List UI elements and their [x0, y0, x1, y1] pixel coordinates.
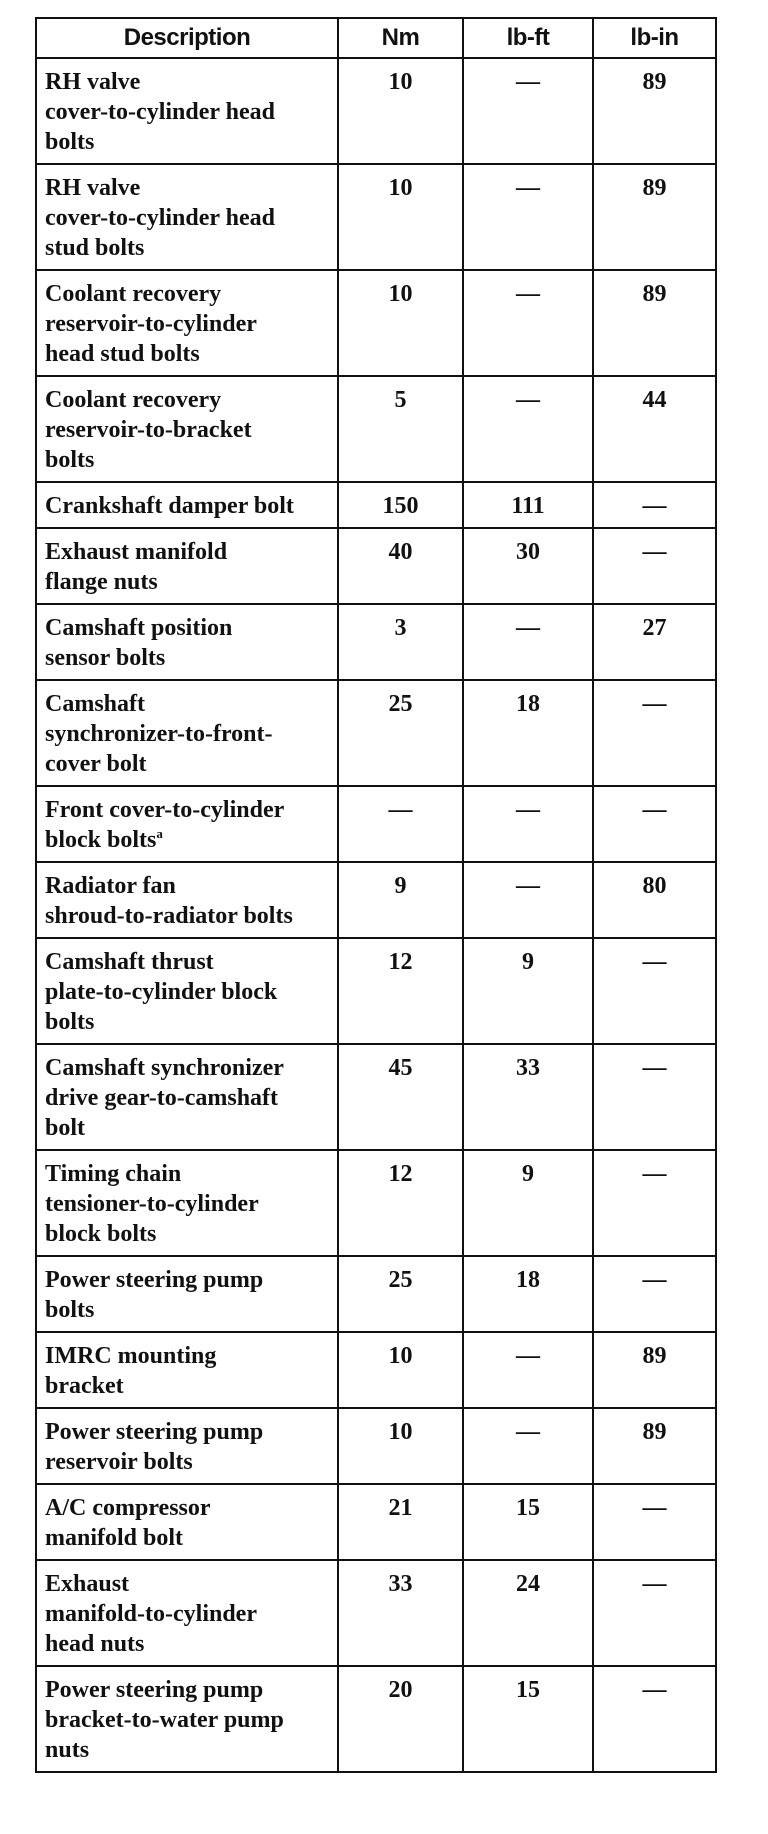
description-line: [45, 67, 329, 97]
table-row: [36, 1666, 716, 1772]
description-text: stud bolts: [45, 235, 145, 261]
description-line: [45, 1189, 329, 1219]
description-text: cover-to-cylinder head: [45, 205, 275, 231]
value-lbin: —: [593, 482, 716, 528]
value-lbft: 30: [463, 528, 593, 604]
description-line: [45, 1219, 329, 1249]
description-line: [45, 339, 329, 369]
description-text: shroud-to-radiator bolts: [45, 903, 293, 929]
value-lbft: 15: [463, 1484, 593, 1560]
torque-spec-table: [35, 17, 717, 1773]
description-line: [45, 1447, 329, 1477]
description-line: [45, 1629, 329, 1659]
description-text: cover bolt: [45, 751, 147, 777]
description-line: [45, 1523, 329, 1553]
row-description: [36, 528, 338, 604]
value-lbin: 27: [593, 604, 716, 680]
table-row: [36, 604, 716, 680]
description-line: [45, 537, 329, 567]
value-lbft: 15: [463, 1666, 593, 1772]
description-text: bolts: [45, 129, 95, 155]
value-lbft: 33: [463, 1044, 593, 1150]
row-description: [36, 1044, 338, 1150]
value-lbin: —: [593, 786, 716, 862]
description-line: [45, 643, 329, 673]
description-text: bolts: [45, 1009, 95, 1035]
description-line: [45, 1599, 329, 1629]
description-text: head stud bolts: [45, 341, 200, 367]
description-text: A/C compressor: [45, 1495, 211, 1521]
value-nm: 45: [338, 1044, 463, 1150]
description-line: [45, 719, 329, 749]
table-row: [36, 1332, 716, 1408]
row-description: [36, 58, 338, 164]
description-text: cover-to-cylinder head: [45, 99, 275, 125]
value-lbin: 89: [593, 270, 716, 376]
description-text: RH valve: [45, 69, 141, 95]
description-text: RH valve: [45, 175, 141, 201]
value-lbin: 89: [593, 1408, 716, 1484]
description-text: bolts: [45, 447, 95, 473]
table-row: [36, 482, 716, 528]
header-description: Description: [36, 18, 338, 58]
row-description: [36, 1484, 338, 1560]
description-line: [45, 1371, 329, 1401]
value-lbin: 89: [593, 1332, 716, 1408]
value-nm: 12: [338, 1150, 463, 1256]
value-lbin: 80: [593, 862, 716, 938]
description-text: Timing chain: [45, 1161, 182, 1187]
value-lbin: —: [593, 1150, 716, 1256]
row-description: [36, 604, 338, 680]
row-description: [36, 1332, 338, 1408]
description-text: Power steering pump: [45, 1419, 264, 1445]
description-line: [45, 415, 329, 445]
row-description: [36, 482, 338, 528]
description-text: bracket-to-water pump: [45, 1707, 284, 1733]
description-line: [45, 1083, 329, 1113]
description-text: reservoir bolts: [45, 1449, 193, 1475]
description-line: [45, 901, 329, 931]
value-lbft: —: [463, 1408, 593, 1484]
row-description: [36, 786, 338, 862]
table-body: [36, 58, 716, 1772]
description-line: [45, 947, 329, 977]
value-nm: 12: [338, 938, 463, 1044]
value-lbft: 111: [463, 482, 593, 528]
table-row: [36, 528, 716, 604]
table-header-row: [36, 18, 716, 58]
table-row: [36, 862, 716, 938]
description-line: [45, 749, 329, 779]
description-line: [45, 689, 329, 719]
torque-spec-sheet: [35, 17, 715, 1773]
table-row: [36, 376, 716, 482]
description-line: [45, 1735, 329, 1765]
table-row: [36, 938, 716, 1044]
description-line: [45, 97, 329, 127]
row-description: [36, 376, 338, 482]
description-text: Exhaust manifold: [45, 539, 228, 565]
value-lbin: —: [593, 938, 716, 1044]
value-nm: 10: [338, 270, 463, 376]
description-text: bolt: [45, 1115, 86, 1141]
description-text: Coolant recovery: [45, 281, 222, 307]
value-lbft: 18: [463, 680, 593, 786]
row-description: [36, 164, 338, 270]
value-nm: 10: [338, 1408, 463, 1484]
row-description: [36, 938, 338, 1044]
value-lbin: —: [593, 1256, 716, 1332]
description-line: [45, 1007, 329, 1037]
value-lbft: 18: [463, 1256, 593, 1332]
description-text: head nuts: [45, 1631, 145, 1657]
description-line: [45, 1053, 329, 1083]
description-text: Exhaust: [45, 1571, 130, 1597]
value-nm: 33: [338, 1560, 463, 1666]
description-text: drive gear-to-camshaft: [45, 1085, 279, 1111]
description-text: Power steering pump: [45, 1677, 264, 1703]
description-line: [45, 1341, 329, 1371]
description-text: manifold-to-cylinder: [45, 1601, 257, 1627]
header-nm: Nm: [338, 18, 463, 58]
value-lbft: —: [463, 376, 593, 482]
description-text: synchronizer-to-front-: [45, 721, 273, 747]
row-description: [36, 862, 338, 938]
value-nm: 25: [338, 680, 463, 786]
table-row: [36, 1484, 716, 1560]
description-line: [45, 1675, 329, 1705]
value-lbft: —: [463, 58, 593, 164]
description-text: Power steering pump: [45, 1267, 264, 1293]
row-description: [36, 1666, 338, 1772]
table-row: [36, 786, 716, 862]
description-line: [45, 1265, 329, 1295]
description-text: tensioner-to-cylinder: [45, 1191, 259, 1217]
row-description: [36, 1560, 338, 1666]
description-text: bolts: [45, 1297, 95, 1323]
value-nm: —: [338, 786, 463, 862]
header-lbft: lb-ft: [463, 18, 593, 58]
table-row: [36, 1256, 716, 1332]
value-nm: 150: [338, 482, 463, 528]
value-lbin: —: [593, 1484, 716, 1560]
value-lbin: —: [593, 680, 716, 786]
footnote-marker: a: [156, 826, 163, 841]
header-lbin: lb-in: [593, 18, 716, 58]
row-description: [36, 1408, 338, 1484]
table-row: [36, 1560, 716, 1666]
value-lbin: —: [593, 1044, 716, 1150]
description-text: sensor bolts: [45, 645, 166, 671]
description-line: [45, 173, 329, 203]
description-text: IMRC mounting: [45, 1343, 217, 1369]
value-lbft: 9: [463, 938, 593, 1044]
description-text: nuts: [45, 1737, 90, 1763]
description-text: block bolts: [45, 1221, 157, 1247]
value-lbin: 44: [593, 376, 716, 482]
description-line: [45, 445, 329, 475]
description-text: Camshaft synchronizer: [45, 1055, 284, 1081]
value-lbin: 89: [593, 58, 716, 164]
row-description: [36, 680, 338, 786]
value-nm: 21: [338, 1484, 463, 1560]
value-lbin: —: [593, 1666, 716, 1772]
value-nm: 20: [338, 1666, 463, 1772]
description-text: Coolant recovery: [45, 387, 222, 413]
description-text: Front cover-to-cylinder: [45, 797, 285, 823]
value-lbin: 89: [593, 164, 716, 270]
description-line: [45, 279, 329, 309]
description-line: [45, 491, 329, 521]
description-line: [45, 309, 329, 339]
description-line: [45, 977, 329, 1007]
description-text: flange nuts: [45, 569, 158, 595]
value-lbin: —: [593, 528, 716, 604]
description-text: Camshaft thrust: [45, 949, 214, 975]
description-line: [45, 203, 329, 233]
description-line: [45, 1417, 329, 1447]
value-nm: 9: [338, 862, 463, 938]
value-lbft: —: [463, 1332, 593, 1408]
value-lbft: —: [463, 604, 593, 680]
description-text: manifold bolt: [45, 1525, 184, 1551]
value-lbft: 9: [463, 1150, 593, 1256]
value-lbft: 24: [463, 1560, 593, 1666]
description-line: [45, 613, 329, 643]
value-nm: 10: [338, 1332, 463, 1408]
description-line: [45, 1159, 329, 1189]
table-row: [36, 1150, 716, 1256]
description-text: Camshaft position: [45, 615, 233, 641]
row-description: [36, 270, 338, 376]
value-lbft: —: [463, 862, 593, 938]
row-description: [36, 1150, 338, 1256]
value-lbft: —: [463, 786, 593, 862]
value-nm: 5: [338, 376, 463, 482]
description-line: [45, 385, 329, 415]
description-text: plate-to-cylinder block: [45, 979, 278, 1005]
value-nm: 40: [338, 528, 463, 604]
description-line: [45, 825, 329, 855]
table-row: [36, 1044, 716, 1150]
row-description: [36, 1256, 338, 1332]
table-row: [36, 164, 716, 270]
description-text: Radiator fan: [45, 873, 176, 899]
description-text: Camshaft: [45, 691, 145, 717]
description-line: [45, 1295, 329, 1325]
description-line: [45, 871, 329, 901]
value-nm: 10: [338, 58, 463, 164]
description-line: [45, 1493, 329, 1523]
description-text: bracket: [45, 1373, 124, 1399]
table-row: [36, 680, 716, 786]
description-line: [45, 1705, 329, 1735]
table-row: [36, 1408, 716, 1484]
description-line: [45, 795, 329, 825]
description-line: [45, 567, 329, 597]
value-lbin: —: [593, 1560, 716, 1666]
table-row: [36, 58, 716, 164]
description-text: Crankshaft damper bolt: [45, 493, 294, 519]
description-line: [45, 1569, 329, 1599]
description-text: block bolts: [45, 827, 157, 853]
value-lbft: —: [463, 270, 593, 376]
value-nm: 3: [338, 604, 463, 680]
table-row: [36, 270, 716, 376]
value-nm: 25: [338, 1256, 463, 1332]
description-line: [45, 233, 329, 263]
value-nm: 10: [338, 164, 463, 270]
description-line: [45, 127, 329, 157]
description-text: reservoir-to-cylinder: [45, 311, 257, 337]
description-line: [45, 1113, 329, 1143]
description-text: reservoir-to-bracket: [45, 417, 252, 443]
value-lbft: —: [463, 164, 593, 270]
